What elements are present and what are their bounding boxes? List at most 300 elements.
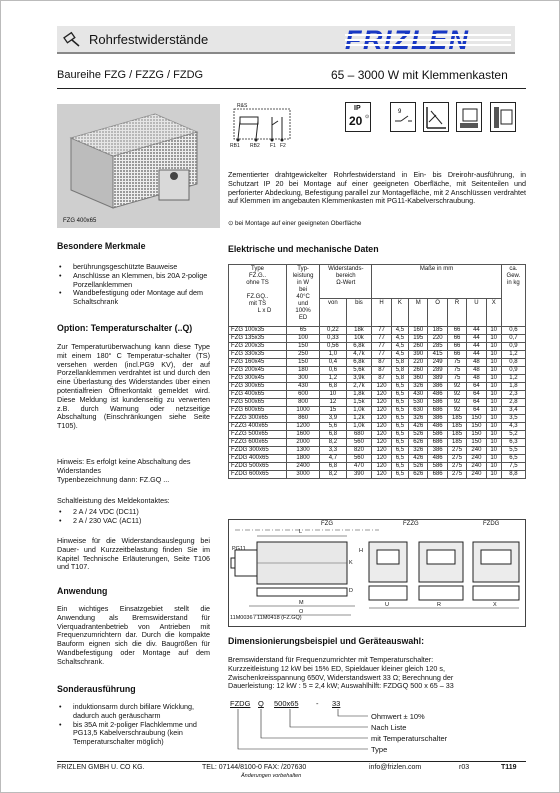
table-cell: 6,5 [391, 415, 408, 423]
intro-footnote: ⊙ bei Montage auf einer geeigneten Oberfläche [228, 220, 362, 227]
table-cell: 150 [467, 423, 486, 431]
table-row [229, 415, 526, 423]
terminal-label: F1 [270, 143, 276, 149]
table-cell: 220 [409, 359, 428, 367]
col-header: R [447, 299, 466, 327]
application-heading: Anwendung [57, 586, 108, 596]
table-cell: 8,2 [320, 439, 346, 447]
table-cell: 10 [486, 375, 501, 383]
table-row [229, 359, 526, 367]
table-cell: 100 [287, 335, 320, 343]
table-cell: 10 [486, 439, 501, 447]
intro-text: Zementierter drahtgewickelter Rohrfestwiderstand in Ein- bis Dreirohr-ausführung, in Schutzart IP 20 bei Montage auf einer geeigneten Oberfläche, mit Seitenteilen und perforierter Abdeckung, Befestigung parallel zur Montagefläche, mit 2 Anschlüssen verdrahtet auf Klemmen im angebauten Klemmenkasten mit PG11-Kabelverschraubung. [228, 170, 526, 206]
code-part: 500x65 [274, 699, 299, 708]
table-cell: 48 [467, 359, 486, 367]
switch-title: Schaltleistung des Meldekontaktes: [57, 496, 170, 505]
col-header: M [409, 299, 428, 327]
code-part: - [316, 699, 319, 708]
table-cell: 92 [447, 391, 466, 399]
dim-letter: R [437, 602, 441, 608]
table-heading: Elektrische und mechanische Daten [228, 244, 379, 254]
range-header: Widerstands- bereich Ω-Wert [320, 265, 372, 299]
switch-item: • 2 A / 230 VAC (AC11) [57, 517, 217, 526]
table-cell: 150 [467, 415, 486, 423]
table-cell: 275 [447, 463, 466, 471]
table-cell: 2,3 [501, 391, 525, 399]
table-cell: 10 [486, 327, 501, 335]
table-cell: 4,5 [391, 327, 408, 335]
product-photo [57, 104, 220, 228]
table-cell: 3,9 [320, 415, 346, 423]
table-cell: 150 [467, 439, 486, 447]
option-hint: Hinweis: Es erfolgt keine Abschaltung des Widerstandes [57, 457, 191, 475]
legend-item: mit Temperaturschalter [371, 734, 448, 743]
table-cell: 66 [447, 343, 466, 351]
table-cell: 77 [372, 327, 391, 335]
table-cell: 5,5 [501, 447, 525, 455]
drawing-label-fzg: FZG [321, 521, 333, 527]
table-cell: 6,5 [391, 439, 408, 447]
table-cell: 77 [372, 343, 391, 351]
dim-letter: O [299, 609, 304, 615]
table-cell: 326 [409, 447, 428, 455]
bis-header: bis [346, 299, 372, 327]
table-cell: 860 [287, 415, 320, 423]
dim-letter: X [493, 602, 497, 608]
table-row [229, 407, 526, 415]
dim-letter: K [349, 560, 353, 566]
table-cell: 626 [409, 439, 428, 447]
example-line: Kurzzeitleistung 12 kW bei 15% ED, Spieldauer kleiner gleich 120 s, [228, 663, 445, 673]
table-cell: 18k [346, 327, 372, 335]
drawing-label-fzzg: FZZG [403, 521, 419, 527]
table-cell: 800 [287, 399, 320, 407]
footer-page: T119 [501, 764, 517, 771]
table-cell: 0,8 [501, 359, 525, 367]
table-cell: 120 [372, 447, 391, 455]
weight-header: ca. Gew. in kg [501, 265, 525, 327]
table-cell: 120 [372, 407, 391, 415]
table-cell: 470 [346, 463, 372, 471]
table-cell: 66 [447, 351, 466, 359]
spec-table [228, 264, 526, 479]
table-cell: 2000 [287, 439, 320, 447]
table-cell: 686 [428, 407, 447, 415]
table-cell: 10 [320, 391, 346, 399]
table-cell: 4,5 [391, 335, 408, 343]
table-cell: 1,2 [501, 351, 525, 359]
pg-label: PG11 [232, 546, 246, 552]
table-cell: 6,5 [391, 447, 408, 455]
drawing-caption: 11M0036 / 11M0418 (FZ.GQ) [230, 615, 302, 621]
table-cell: 185 [447, 431, 466, 439]
table-cell: 249 [428, 359, 447, 367]
table-cell: 430 [287, 383, 320, 391]
power-range: 65 – 3000 W mit Klemmenkasten [331, 68, 508, 82]
table-cell: 120 [372, 471, 391, 479]
table-cell: 120 [372, 399, 391, 407]
table-cell: 44 [467, 335, 486, 343]
table-cell: 185 [447, 423, 466, 431]
table-cell: 260 [409, 343, 428, 351]
switch-list [57, 508, 217, 526]
dim-letter: D [349, 588, 353, 594]
wiring-label: R&S [237, 103, 248, 109]
type-cell: FZZG 500x65 [229, 431, 287, 439]
table-cell: 7,5 [501, 463, 525, 471]
table-cell: 4,5 [391, 343, 408, 351]
special-item: • bis 35A mit 2-poliger Flachklemme und PG13,5 Kabelverschraubung (kein Temperaturschalter möglich) [57, 721, 217, 747]
table-cell: 185 [447, 439, 466, 447]
table-cell: 65 [287, 327, 320, 335]
table-cell: 586 [428, 399, 447, 407]
legend-item: Type [371, 745, 388, 754]
option-type-hint: Typenbezeichnung dann: FZ.GQ ... [57, 475, 170, 484]
footer-revision: r03 [459, 764, 470, 771]
table-cell: 1,2 [501, 375, 525, 383]
table-cell: 1,0k [346, 423, 372, 431]
table-cell: 486 [428, 455, 447, 463]
table-cell: 120 [372, 439, 391, 447]
table-cell: 6,5 [391, 455, 408, 463]
special-list [57, 703, 217, 747]
table-cell: 486 [428, 423, 447, 431]
table-cell: 626 [409, 471, 428, 479]
frizlen-logo [345, 28, 511, 52]
table-cell: 3,5 [501, 415, 525, 423]
design-hint: Hinweise für die Widerstandsauslegung bei Dauer- und Kurzzeitbelastung finden Sie im Kapitel Technische Erläuterungen, Seite T106 und T107. [57, 536, 210, 572]
table-row [229, 391, 526, 399]
temperature-switch-icon [390, 102, 416, 132]
table-cell: 680 [346, 431, 372, 439]
table-cell: 92 [447, 407, 466, 415]
table-cell: 10 [486, 455, 501, 463]
type-cell: FZZG 300x65 [229, 415, 287, 423]
table-cell: 2,7k [346, 383, 372, 391]
table-cell: 160 [409, 327, 428, 335]
table-cell: 390 [409, 351, 428, 359]
table-row [229, 431, 526, 439]
spec-table-body [229, 327, 526, 479]
table-cell: 586 [428, 463, 447, 471]
type-header: Type FZ.G.. ohne TS FZ.GQ.. mit TS L x D [229, 265, 287, 327]
table-row [229, 471, 526, 479]
table-cell: 10 [486, 359, 501, 367]
table-cell: 820 [346, 447, 372, 455]
table-cell: 240 [467, 463, 486, 471]
table-cell: 10k [346, 335, 372, 343]
table-cell: 2,8 [501, 399, 525, 407]
footer-phone: TEL: 07144/8100-0 FAX: /207630 [202, 764, 307, 771]
application-text: Ein wichtiges Einsatzgebiet stellt die Anwendung als Bremswiderstand für Vierquadrantenbetrieb von Antrieben mit Frequenzumrichtern dar. Durch die kompakte Bauform eignen sich die div. Baugrößen für Wandbefestigung oder Montage auf dem Schaltschrank. [57, 604, 210, 666]
table-row [229, 351, 526, 359]
table-cell: 150 [287, 343, 320, 351]
table-cell: 0,6 [320, 367, 346, 375]
type-cell: FZDG 500x65 [229, 463, 287, 471]
special-heading: Sonderausführung [57, 684, 136, 694]
dim-letter: H [359, 548, 363, 554]
svg-text:9: 9 [398, 109, 402, 115]
table-cell: 75 [447, 359, 466, 367]
table-cell: 0,22 [320, 327, 346, 335]
table-cell: 6,5 [391, 383, 408, 391]
table-cell: 0,4 [320, 359, 346, 367]
table-cell: 64 [467, 391, 486, 399]
footer-company: FRIZLEN GMBH U. CO KG. [57, 764, 145, 771]
table-cell: 386 [428, 447, 447, 455]
type-cell: FZDG 400x65 [229, 455, 287, 463]
table-cell: 180 [287, 367, 320, 375]
table-cell: 1,2k [346, 415, 372, 423]
footer-email: info@frizlen.com [369, 764, 422, 771]
table-cell: 5,6 [320, 423, 346, 431]
resistor-tool-icon [63, 30, 81, 48]
table-cell: 87 [372, 367, 391, 375]
table-row [229, 375, 526, 383]
table-cell: 390 [346, 471, 372, 479]
table-cell: 6,5 [501, 455, 525, 463]
table-cell: 1,5k [346, 399, 372, 407]
table-cell: 12 [320, 399, 346, 407]
table-cell: 87 [372, 375, 391, 383]
type-cell: FZG 200x35 [229, 343, 287, 351]
table-cell: 260 [409, 367, 428, 375]
table-cell: 10 [486, 391, 501, 399]
table-cell: 1800 [287, 455, 320, 463]
table-cell: 5,6k [346, 367, 372, 375]
table-cell: 48 [467, 367, 486, 375]
ip20-icon: IP 20 ⊙ [345, 102, 371, 132]
table-cell: 0,6 [501, 327, 525, 335]
table-cell: 1300 [287, 447, 320, 455]
type-cell: FZDG 300x65 [229, 447, 287, 455]
switch-item: • 2 A / 24 VDC (DC11) [57, 508, 217, 517]
table-cell: 6,8k [346, 359, 372, 367]
type-cell: FZG 400x65 [229, 391, 287, 399]
table-row [229, 439, 526, 447]
table-cell: 3000 [287, 471, 320, 479]
table-cell: 87 [372, 359, 391, 367]
table-cell: 48 [467, 375, 486, 383]
table-row [229, 335, 526, 343]
table-row [229, 399, 526, 407]
table-cell: 386 [428, 415, 447, 423]
table-cell: 10 [486, 343, 501, 351]
table-cell: 6,5 [391, 471, 408, 479]
table-cell: 150 [287, 359, 320, 367]
table-cell: 6,8 [320, 463, 346, 471]
table-cell: 430 [409, 391, 428, 399]
table-cell: 185 [447, 415, 466, 423]
table-cell: 66 [447, 327, 466, 335]
table-row [229, 423, 526, 431]
table-cell: 185 [428, 327, 447, 335]
legend-item: Ohmwert ± 10% [371, 712, 425, 721]
table-cell: 0,7 [501, 335, 525, 343]
von-header: von [320, 299, 346, 327]
table-cell: 415 [428, 351, 447, 359]
example-line: Bremswiderstand für Frequenzumrichter mit Temperaturschalter: [228, 655, 434, 664]
features-list [57, 263, 217, 307]
table-cell: 64 [467, 399, 486, 407]
type-cell: FZZG 600x65 [229, 439, 287, 447]
table-cell: 66 [447, 335, 466, 343]
type-cell: FZG 100x35 [229, 327, 287, 335]
wiring-diagram [228, 103, 298, 149]
table-cell: 195 [409, 335, 428, 343]
table-cell: 15 [320, 407, 346, 415]
table-cell: 120 [372, 463, 391, 471]
table-cell: 1600 [287, 431, 320, 439]
table-row [229, 455, 526, 463]
table-cell: 5,8 [391, 359, 408, 367]
table-cell: 526 [409, 463, 428, 471]
table-cell: 1000 [287, 407, 320, 415]
wall-icon [490, 102, 516, 132]
table-cell: 289 [428, 367, 447, 375]
table-cell: 10 [486, 407, 501, 415]
table-row [229, 383, 526, 391]
table-cell: 120 [372, 455, 391, 463]
table-cell: 1,2 [320, 375, 346, 383]
table-cell: 77 [372, 335, 391, 343]
table-cell: 64 [467, 383, 486, 391]
table-cell: 250 [287, 351, 320, 359]
table-cell: 10 [486, 335, 501, 343]
type-cell: FZG 600x65 [229, 407, 287, 415]
table-cell: 75 [447, 367, 466, 375]
divider [57, 88, 526, 89]
table-cell: 275 [447, 455, 466, 463]
table-cell: 10 [486, 415, 501, 423]
table-cell: 5,8 [391, 375, 408, 383]
footer-divider [57, 761, 526, 762]
feature-item: • Wandbefestigung oder Montage auf dem Schaltschrank [57, 289, 217, 307]
table-cell: 120 [372, 431, 391, 439]
table-cell: 10 [486, 463, 501, 471]
table-cell: 150 [467, 431, 486, 439]
feature-item: • berührungsgeschützte Bauweise [57, 263, 217, 272]
type-cell: FZDG 600x65 [229, 471, 287, 479]
surface-icon [456, 102, 482, 132]
table-cell: 360 [409, 375, 428, 383]
example-text [228, 656, 526, 691]
table-cell: 530 [409, 399, 428, 407]
table-cell: 44 [467, 343, 486, 351]
dim-letter: M [299, 600, 304, 606]
table-cell: 285 [428, 343, 447, 351]
photo-caption: FZG 400x65 [63, 218, 97, 224]
page-title: Rohrfestwiderstände [89, 32, 209, 47]
table-cell: 1,8 [501, 383, 525, 391]
table-cell: 0,33 [320, 335, 346, 343]
table-cell: 386 [428, 383, 447, 391]
table-cell: 92 [447, 399, 466, 407]
table-row [229, 343, 526, 351]
table-cell: 8,2 [320, 471, 346, 479]
table-cell: 3,9k [346, 375, 372, 383]
mounting-icon [423, 102, 449, 132]
option-text: Zur Temperaturüberwachung kann diese Type mit einem 180° C Temperatur-schalter (TS) versehen werden (incl.PG9 KV), der auf Porzellanklemmen verdrahtet ist und durch den eine Überlastung des Widerstandes über einen potentialfreien Öffnerkontakt gemeldet wird. Diese Meldung ist kundenseitig zu verwerten z.B. durch Warnung oder netzseitige Abschaltung (Einschränkungen siehe Seite T105). [57, 342, 210, 431]
type-cell: FZG 300x45 [229, 375, 287, 383]
table-row [229, 367, 526, 375]
type-cell: FZG 500x65 [229, 399, 287, 407]
table-cell: 6,5 [391, 423, 408, 431]
table-cell: 44 [467, 327, 486, 335]
table-cell: 6,5 [391, 407, 408, 415]
type-cell: FZG 200x45 [229, 367, 287, 375]
table-cell: 0,9 [501, 367, 525, 375]
table-cell: 92 [447, 383, 466, 391]
table-cell: 120 [372, 391, 391, 399]
table-cell: 5,8 [391, 367, 408, 375]
footer-note: Änderungen vorbehalten [241, 773, 302, 779]
table-row [229, 447, 526, 455]
table-cell: 326 [409, 415, 428, 423]
option-heading: Option: Temperaturschalter (..Q) [57, 323, 193, 333]
table-cell: 4,7k [346, 351, 372, 359]
table-cell: 6,5 [391, 431, 408, 439]
table-cell: 275 [447, 471, 466, 479]
table-row [229, 327, 526, 335]
dimension-drawing [228, 519, 526, 627]
resistor-image [57, 104, 220, 228]
table-cell: 1,0 [320, 351, 346, 359]
table-cell: 275 [447, 447, 466, 455]
table-cell: 10 [486, 367, 501, 375]
col-header: X [486, 299, 501, 327]
col-header: H [372, 299, 391, 327]
table-cell: 486 [428, 391, 447, 399]
table-cell: 120 [372, 423, 391, 431]
table-cell: 10 [486, 383, 501, 391]
table-cell: 5,2 [501, 431, 525, 439]
table-cell: 6,8k [346, 343, 372, 351]
intro-footnote-text: bei Montage auf einer geeigneten Oberfläche [235, 220, 362, 227]
table-cell: 0,9 [501, 343, 525, 351]
table-cell: 120 [372, 383, 391, 391]
table-cell: 10 [486, 351, 501, 359]
table-cell: 560 [346, 455, 372, 463]
power-header: Typ- leistung in W bei 40°C und 100% ED [287, 265, 320, 327]
table-cell: 6,8 [320, 383, 346, 391]
table-cell: 4,5 [391, 351, 408, 359]
table-cell: 560 [346, 439, 372, 447]
table-cell: 0,56 [320, 343, 346, 351]
header-bar [57, 26, 515, 54]
code-part: FZDG [230, 699, 251, 708]
table-cell: 240 [467, 455, 486, 463]
table-cell: 4,7 [320, 455, 346, 463]
table-cell: 630 [409, 407, 428, 415]
type-cell: FZZG 400x65 [229, 423, 287, 431]
table-cell: 6,5 [391, 399, 408, 407]
example-line: Zwischenkreisspannung 650V, Widerstandswert 33 Ω; Berechnung der [228, 672, 454, 682]
table-cell: 526 [409, 431, 428, 439]
table-cell: 326 [409, 383, 428, 391]
table-row [229, 463, 526, 471]
special-item: • induktionsarm durch bifilare Wicklung, dadurch auch geräuscharm [57, 703, 217, 721]
dim-letter: U [385, 602, 389, 608]
table-cell: 1,0k [346, 407, 372, 415]
table-cell: 686 [428, 471, 447, 479]
table-cell: 10 [486, 471, 501, 479]
table-cell: 240 [467, 471, 486, 479]
table-cell: 686 [428, 439, 447, 447]
type-cell: FZG 300x65 [229, 383, 287, 391]
code-part: 33 [332, 699, 341, 708]
col-header: K [391, 299, 408, 327]
